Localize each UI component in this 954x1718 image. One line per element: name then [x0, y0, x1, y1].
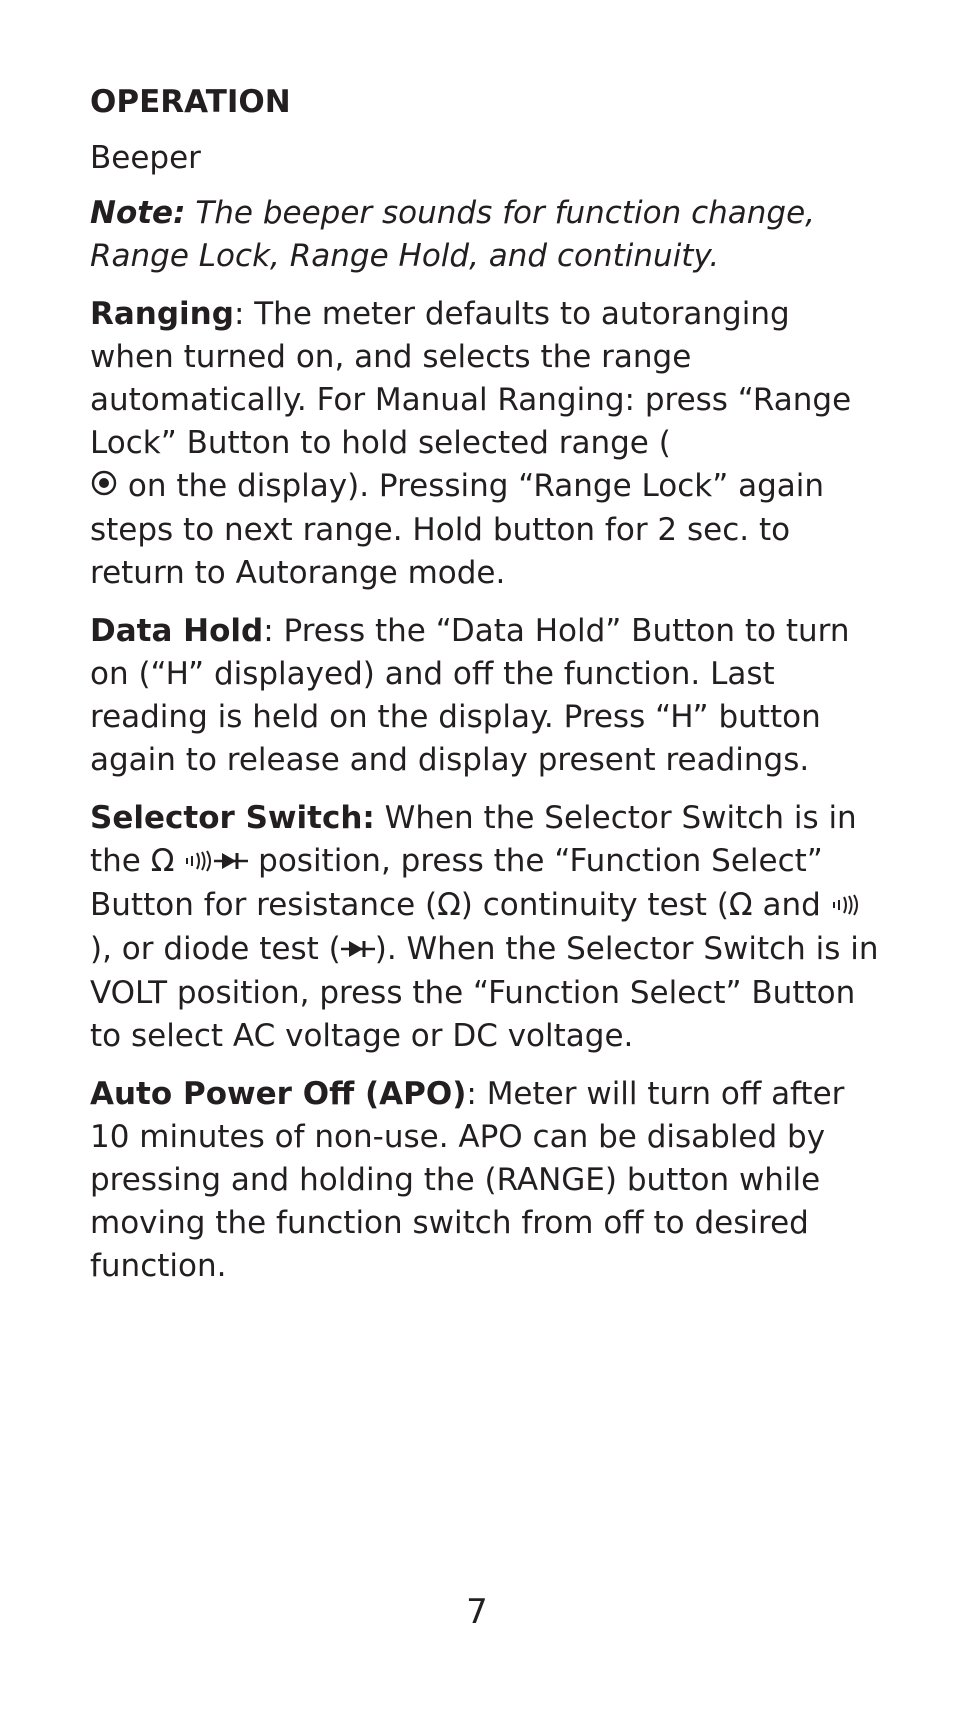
range-lock-indicator-icon [90, 466, 118, 509]
apo-text: : Meter will turn off after 10 minutes of non-use. APO can be disabled by pressing and holding the (RANGE) button while moving the function switch from off to desired function. [90, 1076, 845, 1284]
beeper-subheading: Beeper [90, 140, 201, 176]
beeper-note [90, 192, 880, 278]
page-number: 7 [466, 1592, 488, 1632]
manual-page [90, 80, 880, 1303]
selector-text-2: position, press the “Function Select” Button for resistance ( [90, 843, 823, 923]
ranging-text-2: on the display). Pressing “Range Lock” again steps to next range. Hold button for 2 sec. to return to Autorange mode. [90, 468, 825, 591]
note-text: The beeper sounds for function change, Range Lock, Range Hold, and continuity. [90, 195, 816, 274]
ranging-paragraph [90, 293, 880, 595]
selector-text-4: and [752, 887, 831, 923]
diode-icon [341, 929, 375, 972]
diode-icon [214, 841, 248, 884]
continuity-icon [831, 885, 861, 928]
ohm-symbol: Ω [437, 887, 461, 923]
data-hold-label: Data Hold [90, 613, 264, 649]
selector-text-1: When the Selector Switch is in the [90, 800, 857, 879]
ohm-symbol: Ω [150, 843, 175, 879]
ranging-label: Ranging [90, 296, 234, 332]
section-heading: OPERATION [90, 84, 291, 120]
selector-text-3: ) continuity test ( [460, 887, 729, 923]
note-label: Note: [90, 195, 186, 231]
ranging-text-1: : The meter defaults to autoranging when turned on, and selects the range automatically. For Manual Ranging: press “Range Lock” Button to hold selected range ( [90, 296, 852, 461]
ohm-symbol: Ω [728, 887, 753, 923]
data-hold-text: : Press the “Data Hold” Button to turn on (“H” displayed) and off the function. Last reading is held on the display. Press “H” button again to release and display present readings. [90, 613, 850, 778]
apo-label: Auto Power Off (APO) [90, 1076, 467, 1112]
selector-switch-label: Selector Switch: [90, 800, 375, 836]
selector-text-6: ). When the Selector Switch is in VOLT position, press the “Function Select” Button to select AC voltage or DC voltage. [90, 931, 879, 1054]
continuity-icon [184, 841, 214, 884]
selector-text-5: ), or diode test ( [90, 931, 341, 967]
apo-paragraph [90, 1073, 880, 1288]
data-hold-paragraph [90, 610, 880, 782]
selector-switch-paragraph [90, 797, 880, 1058]
